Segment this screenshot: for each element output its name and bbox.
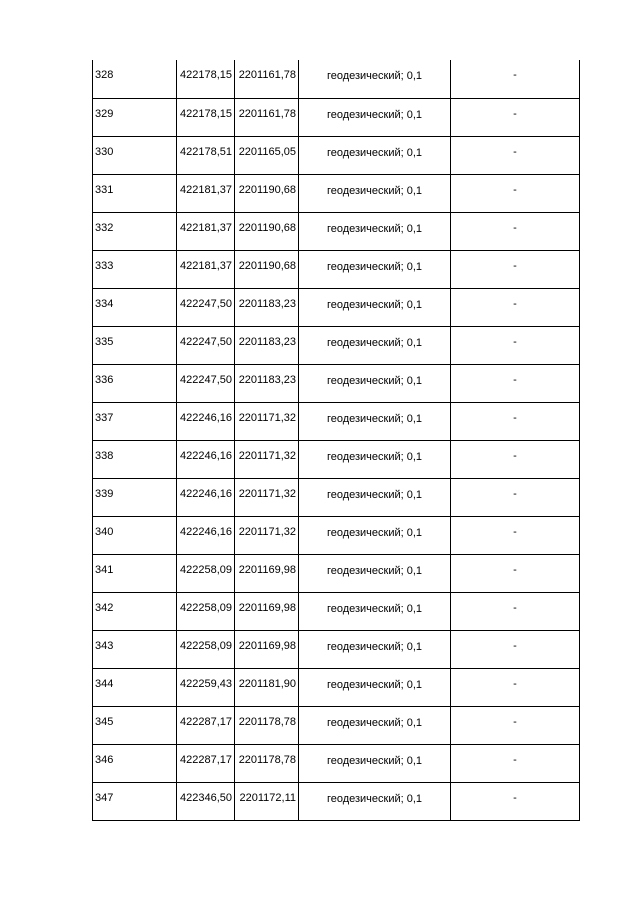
x-coordinate-cell: 422181,37 (177, 212, 235, 250)
note-cell: - (451, 440, 580, 478)
table-row (93, 212, 580, 250)
y-coordinate-cell: 2201169,98 (235, 630, 299, 668)
x-coordinate-cell: 422258,09 (177, 630, 235, 668)
x-coordinate-cell: 422246,16 (177, 440, 235, 478)
point-number-cell: 337 (93, 402, 177, 440)
method-accuracy-cell: геодезический; 0,1 (299, 744, 451, 782)
point-number-cell: 334 (93, 288, 177, 326)
y-coordinate-cell: 2201183,23 (235, 326, 299, 364)
y-coordinate-cell: 2201169,98 (235, 592, 299, 630)
x-coordinate-cell: 422247,50 (177, 288, 235, 326)
table-row (93, 592, 580, 630)
y-coordinate-cell: 2201183,23 (235, 288, 299, 326)
y-coordinate-cell: 2201178,78 (235, 706, 299, 744)
x-coordinate-cell: 422287,17 (177, 744, 235, 782)
note-cell: - (451, 554, 580, 592)
point-number-cell: 347 (93, 782, 177, 820)
point-number-cell: 341 (93, 554, 177, 592)
point-number-cell: 342 (93, 592, 177, 630)
table-row (93, 402, 580, 440)
y-coordinate-cell: 2201161,78 (235, 98, 299, 136)
note-cell: - (451, 592, 580, 630)
note-cell: - (451, 516, 580, 554)
note-cell: - (451, 744, 580, 782)
table-row (93, 174, 580, 212)
table-row (93, 668, 580, 706)
method-accuracy-cell: геодезический; 0,1 (299, 212, 451, 250)
point-number-cell: 343 (93, 630, 177, 668)
method-accuracy-cell: геодезический; 0,1 (299, 782, 451, 820)
x-coordinate-cell: 422178,51 (177, 136, 235, 174)
method-accuracy-cell: геодезический; 0,1 (299, 288, 451, 326)
point-number-cell: 329 (93, 98, 177, 136)
y-coordinate-cell: 2201161,78 (235, 60, 299, 98)
x-coordinate-cell: 422181,37 (177, 250, 235, 288)
method-accuracy-cell: геодезический; 0,1 (299, 440, 451, 478)
method-accuracy-cell: геодезический; 0,1 (299, 364, 451, 402)
x-coordinate-cell: 422258,09 (177, 554, 235, 592)
y-coordinate-cell: 2201172,11 (235, 782, 299, 820)
note-cell: - (451, 288, 580, 326)
x-coordinate-cell: 422178,15 (177, 98, 235, 136)
y-coordinate-cell: 2201171,32 (235, 440, 299, 478)
table-row (93, 554, 580, 592)
method-accuracy-cell: геодезический; 0,1 (299, 98, 451, 136)
coordinates-table-body (93, 60, 580, 820)
method-accuracy-cell: геодезический; 0,1 (299, 478, 451, 516)
table-row (93, 744, 580, 782)
x-coordinate-cell: 422247,50 (177, 364, 235, 402)
note-cell: - (451, 402, 580, 440)
table-row (93, 288, 580, 326)
table-row (93, 782, 580, 820)
x-coordinate-cell: 422246,16 (177, 478, 235, 516)
point-number-cell: 333 (93, 250, 177, 288)
point-number-cell: 339 (93, 478, 177, 516)
method-accuracy-cell: геодезический; 0,1 (299, 516, 451, 554)
note-cell: - (451, 60, 580, 98)
x-coordinate-cell: 422247,50 (177, 326, 235, 364)
table-row (93, 516, 580, 554)
y-coordinate-cell: 2201171,32 (235, 478, 299, 516)
method-accuracy-cell: геодезический; 0,1 (299, 706, 451, 744)
x-coordinate-cell: 422259,43 (177, 668, 235, 706)
coordinates-table (92, 60, 580, 821)
note-cell: - (451, 326, 580, 364)
point-number-cell: 331 (93, 174, 177, 212)
point-number-cell: 336 (93, 364, 177, 402)
y-coordinate-cell: 2201178,78 (235, 744, 299, 782)
table-row (93, 326, 580, 364)
y-coordinate-cell: 2201190,68 (235, 250, 299, 288)
note-cell: - (451, 630, 580, 668)
x-coordinate-cell: 422246,16 (177, 402, 235, 440)
y-coordinate-cell: 2201165,05 (235, 136, 299, 174)
note-cell: - (451, 98, 580, 136)
note-cell: - (451, 706, 580, 744)
method-accuracy-cell: геодезический; 0,1 (299, 630, 451, 668)
note-cell: - (451, 250, 580, 288)
x-coordinate-cell: 422346,50 (177, 782, 235, 820)
table-row (93, 98, 580, 136)
y-coordinate-cell: 2201171,32 (235, 402, 299, 440)
x-coordinate-cell: 422258,09 (177, 592, 235, 630)
method-accuracy-cell: геодезический; 0,1 (299, 668, 451, 706)
table-row (93, 478, 580, 516)
x-coordinate-cell: 422246,16 (177, 516, 235, 554)
y-coordinate-cell: 2201171,32 (235, 516, 299, 554)
note-cell: - (451, 668, 580, 706)
note-cell: - (451, 136, 580, 174)
y-coordinate-cell: 2201169,98 (235, 554, 299, 592)
table-row (93, 60, 580, 98)
point-number-cell: 328 (93, 60, 177, 98)
note-cell: - (451, 364, 580, 402)
method-accuracy-cell: геодезический; 0,1 (299, 592, 451, 630)
y-coordinate-cell: 2201181,90 (235, 668, 299, 706)
method-accuracy-cell: геодезический; 0,1 (299, 174, 451, 212)
y-coordinate-cell: 2201183,23 (235, 364, 299, 402)
table-row (93, 706, 580, 744)
point-number-cell: 345 (93, 706, 177, 744)
y-coordinate-cell: 2201190,68 (235, 212, 299, 250)
x-coordinate-cell: 422181,37 (177, 174, 235, 212)
point-number-cell: 330 (93, 136, 177, 174)
point-number-cell: 340 (93, 516, 177, 554)
method-accuracy-cell: геодезический; 0,1 (299, 250, 451, 288)
point-number-cell: 335 (93, 326, 177, 364)
note-cell: - (451, 174, 580, 212)
method-accuracy-cell: геодезический; 0,1 (299, 60, 451, 98)
point-number-cell: 332 (93, 212, 177, 250)
point-number-cell: 346 (93, 744, 177, 782)
point-number-cell: 338 (93, 440, 177, 478)
method-accuracy-cell: геодезический; 0,1 (299, 136, 451, 174)
point-number-cell: 344 (93, 668, 177, 706)
table-row (93, 136, 580, 174)
y-coordinate-cell: 2201190,68 (235, 174, 299, 212)
x-coordinate-cell: 422287,17 (177, 706, 235, 744)
method-accuracy-cell: геодезический; 0,1 (299, 402, 451, 440)
table-row (93, 364, 580, 402)
table-row (93, 630, 580, 668)
note-cell: - (451, 782, 580, 820)
table-row (93, 250, 580, 288)
x-coordinate-cell: 422178,15 (177, 60, 235, 98)
note-cell: - (451, 212, 580, 250)
table-row (93, 440, 580, 478)
method-accuracy-cell: геодезический; 0,1 (299, 554, 451, 592)
method-accuracy-cell: геодезический; 0,1 (299, 326, 451, 364)
note-cell: - (451, 478, 580, 516)
